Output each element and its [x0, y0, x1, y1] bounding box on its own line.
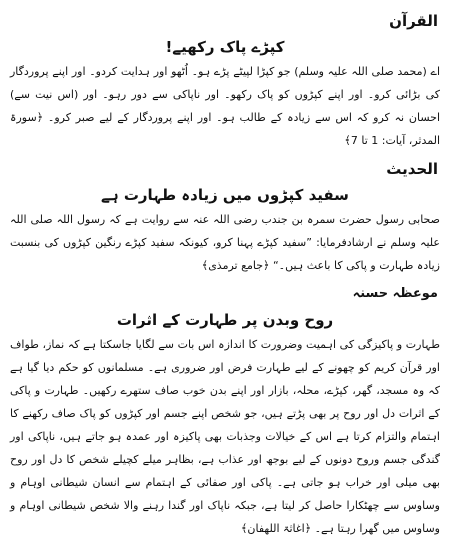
- hadith-heading: سفید کپڑوں میں زیادہ طہارت ہے: [101, 186, 349, 204]
- quran-heading: کپڑے پاک رکھیے!: [165, 38, 285, 56]
- hadith-section-label: الحدیث: [386, 160, 438, 178]
- mawiza-text: طہارت و پاکیزگی کی اہمیت وضرورت کا اندازہ اس بات سے لگایا جاسکتا ہے کہ نماز، طواف اور قرآن کریم کو چھونے کے لیے طہارت فرض اور ضروری ہے۔ مسلمانوں کو حکم دیا گیا ہے کہ وہ مسجد، گھر، کپڑے، محلہ، بازار اور اپنے بدن خوب صاف ستھرے رکھیں۔ طہارت و پاکی کے اثرات دل اور روح پر بھی پڑتے ہیں، جو شخص اپنے جسم اور کپڑوں کو پاک صاف رکھنے کا اہتمام والتزام کرتا ہے اس کے خیالات وجذبات بھی پاکیزہ اور عمدہ ہو جاتے ہیں، ناپاکی اور گندگی جسم وروح دونوں کے لیے بوجھ اور عذاب ہے، بظاہر میلے کچیلے شخص کا دل اور روح بھی میلی اور خراب ہو جاتی ہے۔ پاکی اور صفائی کے اہتمام سے انسان شیطانی اوہام و وساوس سے چھٹکارا حاصل کر لیتا ہے، جبکہ ناپاک اور گندا رہنے والا شخص شیطانی اوہام و وساوس میں گھرا رہتا ہے۔ ﴿اغاثۃ اللھفان﴾: [10, 338, 440, 535]
- mawiza-heading: روح وبدن پر طہارت کے اثرات: [116, 311, 334, 329]
- mawiza-section-label: موعظہ حسنہ: [352, 286, 438, 301]
- hadith-text: صحابی رسول حضرت سمرہ بن جندب رضی اللہ عنہ سے روایت ہے کہ رسول اللہ صلی اللہ علیہ وسلم نے ارشادفرمایا: ”سفید کپڑے پہنا کرو، کیونکہ سفید کپڑے رنگین کپڑوں کی بنسبت زیادہ طہارت و پاکی کا باعث ہیں۔“ ﴿جامع ترمذی﴾: [10, 213, 440, 272]
- quran-section-label: القرآن: [389, 12, 438, 30]
- quran-verse-text: اے (محمد صلی اللہ علیہ وسلم) جو کپڑا لپیٹے پڑے ہو۔ اُٹھو اور ہدایت کردو۔ اور اپنے پروردگار کی بڑائی کرو۔ اور اپنے کپڑوں کو پاک رکھو۔ اور ناپاکی سے دور رہو۔ اور (اس نیت سے) احسان نہ کرو کہ اس سے زیادہ کے طالب ہو۔ اور اپنے پروردگار کے لیے صبر کرو۔ ﴿سورۃ المدثر، آیات: 1 تا 7﴾: [10, 65, 441, 147]
